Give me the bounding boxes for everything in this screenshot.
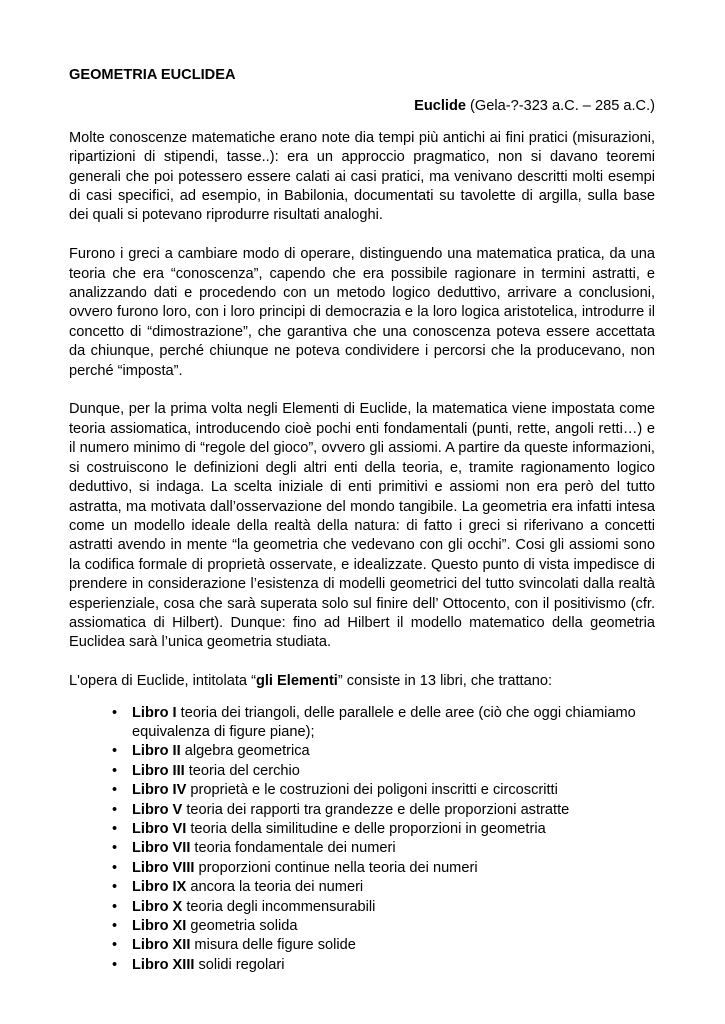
- document-page: [69, 66, 655, 975]
- book-label: Libro II: [132, 743, 181, 760]
- book-description: teoria degli incommensurabili: [182, 898, 376, 915]
- book-item: [69, 898, 655, 917]
- book-item: [69, 878, 655, 897]
- book-item: [69, 781, 655, 800]
- book-description: teoria della similitudine e delle proporzioni in geometria: [186, 820, 546, 837]
- book-label: Libro IX: [132, 879, 187, 896]
- bullet-icon: •: [112, 704, 118, 721]
- books-intro-before: L'opera di Euclide, intitolata “: [69, 673, 256, 690]
- book-item: [69, 704, 655, 743]
- book-item: [69, 859, 655, 878]
- bullet-icon: •: [112, 840, 118, 857]
- document-title: GEOMETRIA EUCLIDEA: [69, 67, 236, 83]
- paragraph-greeks: Furono i greci a cambiare modo di operare, distinguendo una matematica pratica, da una teoria che era “conoscenza”, capendo che era possibile ragionare in termini astratti, e analizzando dati e procedendo con un metodo logico deduttivo, arrivare a conclusioni, ovvero furono loro, con i loro principi di democrazia e la loro logica aristotelica, introdurre il concetto di “dimostrazione”, che garantiva che una conoscenza poteva essere accettata da chiunque, perché chiunque ne poteva condividere i percorsi che la producevano, non perché “imposta”.: [69, 246, 655, 379]
- book-item: [69, 839, 655, 858]
- book-label: Libro IV: [132, 782, 187, 799]
- bullet-icon: •: [112, 820, 118, 837]
- book-label: Libro V: [132, 801, 183, 818]
- book-item: [69, 742, 655, 761]
- bullet-icon: •: [112, 782, 118, 799]
- bullet-icon: •: [112, 937, 118, 954]
- paragraph-practical-math: Molte conoscenze matematiche erano note dia tempi più antichi ai fini pratici (misurazioni, ripartizioni di stipendi, tasse..): era un approccio pragmatico, non si davano teoremi generali che poi potessero essere calati ai casi pratici, ma venivano descritti molti esempi di casi specifici, ad esempio, in Babilonia, documentati su tavolette di argilla, sulla base dei quali si potevano riprodurre risultati analoghi.: [69, 129, 655, 224]
- books-intro-after: ” consiste in 13 libri, che trattano:: [337, 673, 553, 690]
- book-description: ancora la teoria dei numeri: [186, 879, 364, 896]
- book-description: proporzioni continue nella teoria dei numeri: [194, 859, 478, 876]
- book-item: [69, 820, 655, 839]
- book-label: Libro XIII: [132, 956, 195, 973]
- book-description: algebra geometrica: [180, 743, 310, 760]
- book-label: Libro VIII: [132, 859, 195, 876]
- bullet-icon: •: [112, 801, 118, 818]
- paragraph-axiomatic: Dunque, per la prima volta negli Elementi di Euclide, la matematica viene impostata come teoria assiomatica, introducendo cioè pochi enti fondamentali (punti, rette, angoli retti…) e il numero minimo di “regole del gioco”, ovvero gli assiomi. A partire da queste informazioni, si costruiscono le definizioni degli altri enti della teoria, e, tramite ragionamento logico deduttivo, si indaga. La scelta iniziale di enti primitivi e assiomi non era però del tutto astratta, ma motivata dall’osservazione del mondo tangibile. La geometria era infatti intesa come un modello ideale della realtà della natura: di fatto i greci si riferivano a concetti astratti avendo in mente “la geometria che vedevano con gli occhi”. Cosi gli assiomi sono la codifica formale di proprietà osservate, e idealizzate. Questo punto di vista impedisce di prendere in considerazione l’esistenza di modelli geometrici del tutto svincolati dalla realtà esperienziale, cosa che sarà superata solo sul finire dell’ Ottocento, con il positivismo (cfr. assiomatica di Hilbert). Dunque: fino ad Hilbert il modello matematico della geometria Euclidea sarà l’unica geometria studiata.: [69, 401, 655, 651]
- book-label: Libro III: [132, 762, 185, 779]
- book-item: [69, 917, 655, 936]
- book-description: proprietà e le costruzioni dei poligoni inscritti e circoscritti: [186, 782, 558, 799]
- bullet-icon: •: [112, 918, 118, 935]
- book-item: [69, 936, 655, 955]
- bullet-icon: •: [112, 762, 118, 779]
- book-description: geometria solida: [186, 918, 298, 935]
- book-item: [69, 762, 655, 781]
- book-description: teoria dei rapporti tra grandezze e delle proporzioni astratte: [182, 801, 570, 818]
- bullet-icon: •: [112, 743, 118, 760]
- book-label: Libro VII: [132, 840, 191, 857]
- book-description: teoria dei triangoli, delle parallele e delle aree (ciò che oggi chiamiamo equivalenza di figure piane);: [132, 704, 636, 740]
- bullet-icon: •: [112, 956, 118, 973]
- book-description: teoria del cerchio: [184, 762, 300, 779]
- bullet-icon: •: [112, 898, 118, 915]
- book-label: Libro XII: [132, 937, 191, 954]
- book-item: [69, 801, 655, 820]
- author-name: Euclide: [414, 98, 466, 115]
- book-description: solidi regolari: [194, 956, 285, 973]
- bullet-icon: •: [112, 879, 118, 896]
- book-description: misura delle figure solide: [190, 937, 356, 954]
- book-label: Libro X: [132, 898, 183, 915]
- book-label: Libro VI: [132, 820, 187, 837]
- book-label: Libro XI: [132, 918, 187, 935]
- bullet-icon: •: [112, 859, 118, 876]
- books-intro: [69, 672, 655, 691]
- author-line: [69, 97, 655, 116]
- book-description: teoria fondamentale dei numeri: [190, 840, 396, 857]
- author-dates: (Gela-?-323 a.C. – 285 a.C.): [466, 98, 655, 115]
- book-item: [69, 956, 655, 975]
- books-list: [69, 704, 655, 976]
- book-label: Libro I: [132, 704, 177, 721]
- work-title: gli Elementi: [255, 673, 338, 690]
